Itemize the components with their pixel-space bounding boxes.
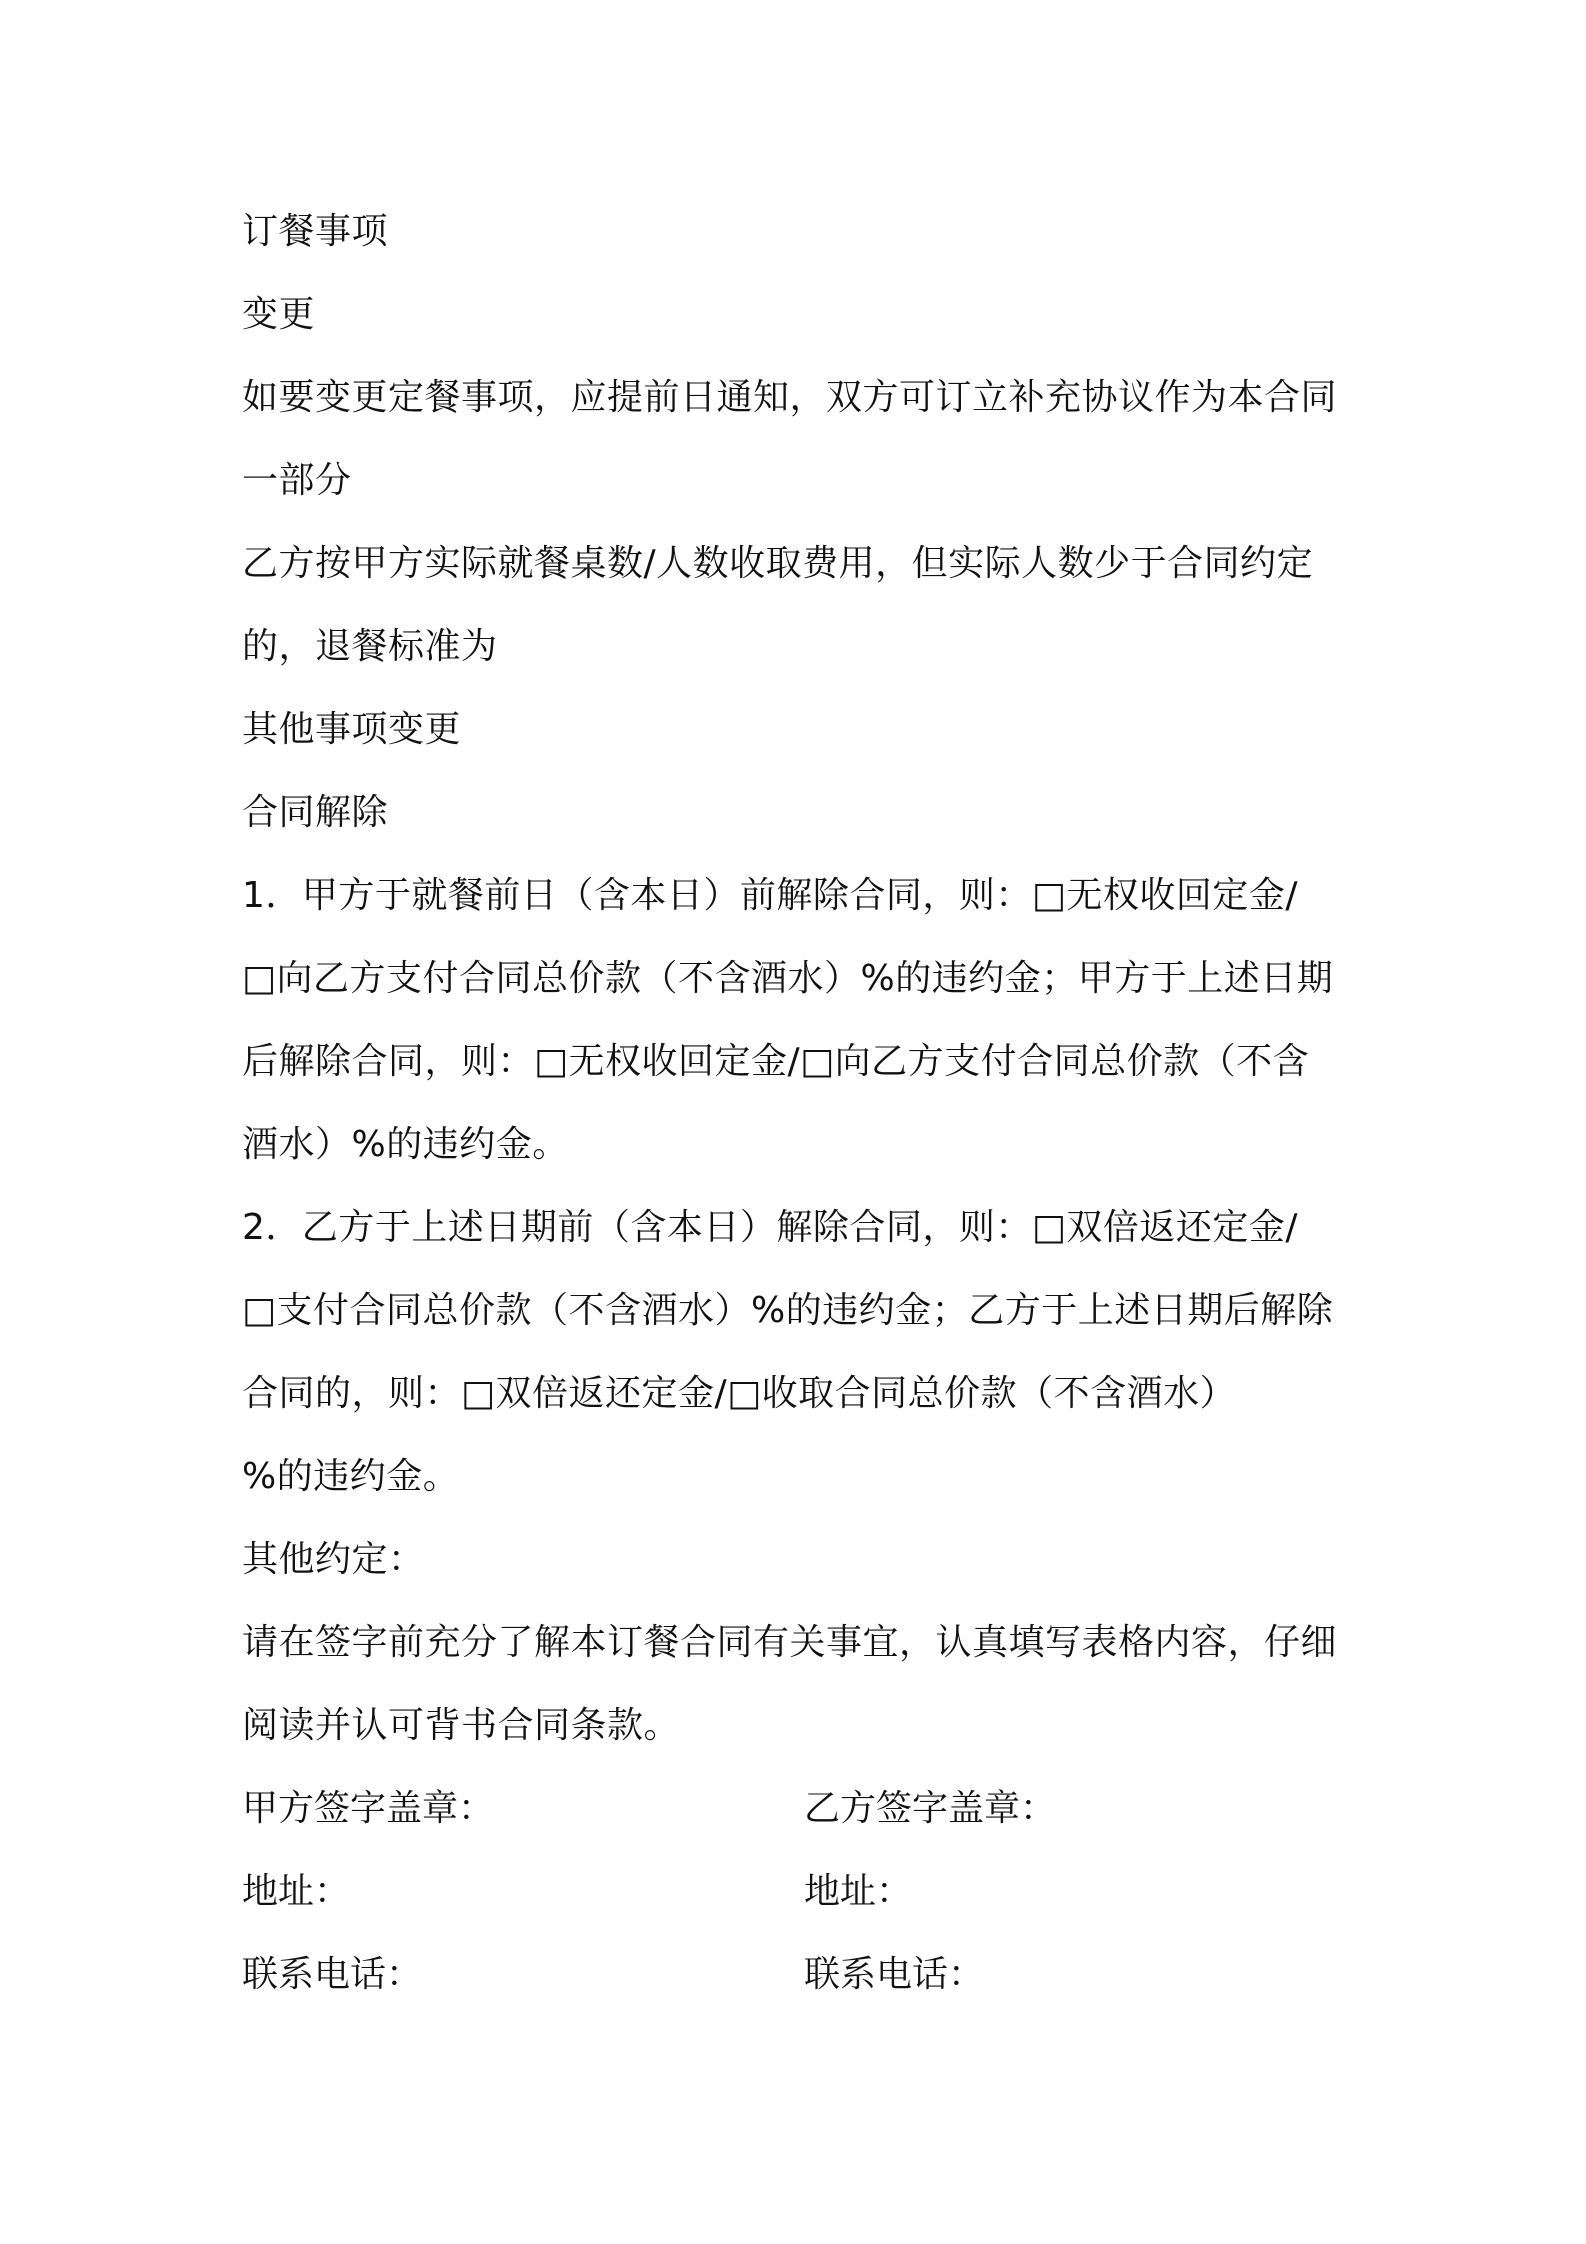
document-body: [242, 190, 1362, 2016]
clause-line: 酒水）%的违约金。: [242, 1124, 569, 1165]
paragraph-line: 的，退餐标准为: [242, 626, 498, 667]
clause-line: 2．乙方于上述日期前（含本日）解除合同，则：□双倍返还定金/: [242, 1207, 1299, 1248]
section-heading-other-terms: 其他约定：: [242, 1539, 425, 1580]
clause-line: 合同的，则：□双倍返还定金/□收取合同总价款（不含酒水）: [242, 1373, 1237, 1414]
clause-line: 后解除合同，则：□无权收回定金/□向乙方支付合同总价款（不含: [242, 1041, 1310, 1082]
section-heading-change: 变更: [242, 294, 316, 335]
clause-line: %的违约金。: [242, 1456, 460, 1497]
address-row: [242, 1850, 1362, 1933]
paragraph-line: 一部分: [242, 460, 352, 501]
clause-line: □向乙方支付合同总价款（不含酒水）%的违约金；甲方于上述日期: [242, 958, 1334, 999]
party-b-address-label: 地址：: [804, 1871, 913, 1912]
clause-line: 1．甲方于就餐前日（含本日）前解除合同，则：□无权收回定金/: [242, 875, 1299, 916]
section-heading-termination: 合同解除: [242, 792, 389, 833]
clause-line: □支付合同总价款（不含酒水）%的违约金；乙方于上述日期后解除: [242, 1290, 1334, 1331]
paragraph-line: 乙方按甲方实际就餐桌数/人数收取费用，但实际人数少于合同约定: [242, 543, 1314, 584]
party-a-address-label: 地址：: [242, 1871, 351, 1912]
party-b-phone-label: 联系电话：: [804, 1954, 985, 1995]
paragraph-line: 阅读并认可背书合同条款。: [242, 1705, 681, 1746]
signature-row: [242, 1767, 1362, 1850]
paragraph-line: 请在签字前充分了解本订餐合同有关事宜，认真填写表格内容，仔细: [242, 1622, 1338, 1663]
party-a-phone-label: 联系电话：: [242, 1954, 423, 1995]
party-b-signature-label: 乙方签字盖章：: [804, 1788, 1057, 1829]
section-heading-booking: 订餐事项: [242, 211, 389, 252]
party-a-signature-label: 甲方签字盖章：: [242, 1788, 495, 1829]
phone-row: [242, 1933, 1362, 2016]
section-heading-other-change: 其他事项变更: [242, 709, 462, 750]
paragraph-line: 如要变更定餐事项，应提前日通知，双方可订立补充协议作为本合同: [242, 377, 1338, 418]
